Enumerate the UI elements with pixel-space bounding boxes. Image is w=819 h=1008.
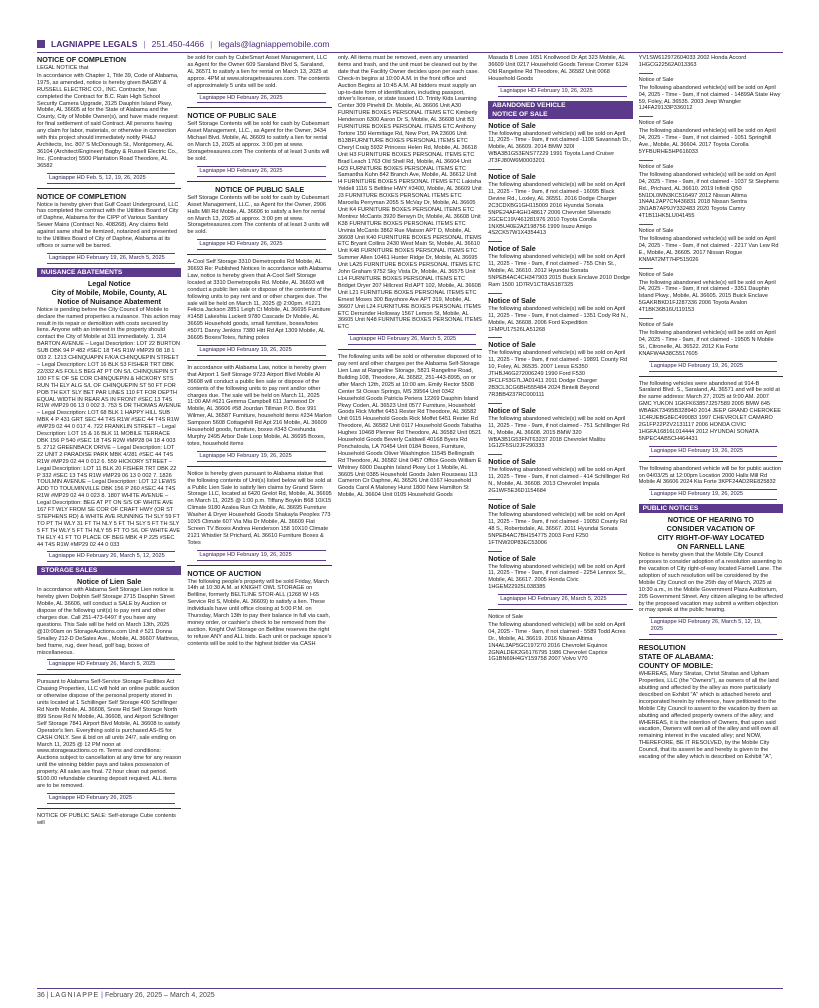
- header-separator: |: [143, 39, 146, 49]
- notice-title: STATE OF ALABAMA:: [638, 652, 714, 662]
- publication-line: Lagniappe HD February 26, 2025: [197, 239, 325, 250]
- nuisance-notice: [37, 280, 181, 563]
- notice-title: Notice of Sale: [488, 457, 536, 467]
- vehicle-sale-notice: [488, 122, 632, 166]
- divider: [488, 499, 502, 500]
- header-email[interactable]: legals@lagniappemobile.com: [218, 39, 330, 49]
- page-header: [37, 37, 783, 51]
- header-phone: 251.450-4466: [151, 39, 205, 49]
- header-square-icon: [37, 40, 45, 48]
- vehicle-sale-notice: [639, 164, 783, 220]
- notice-title: Notice of Sale: [638, 120, 674, 127]
- notice-title: Notice of Sale: [638, 228, 674, 235]
- notice-body: The following abandoned vehicle(s) will be sold on April 11, 2025 - Time - 9am, if not claimed - 414 Schillinger Rd N., Mobile, AL 36608. 2013 Chevrolet Impala 2G1WF5E36D1154684: [488, 467, 629, 495]
- divider: [187, 107, 331, 108]
- divider: [37, 674, 181, 675]
- footer-dates: February 26, 2025 – March 4, 2025: [104, 992, 215, 999]
- publication-line: Lagniappe HD February 26, March 5, 2025: [348, 334, 476, 345]
- airport-storage-notice: [187, 365, 331, 462]
- knight-owl-auction-continued: [338, 55, 482, 345]
- divider: [639, 461, 783, 462]
- divider: [488, 169, 502, 170]
- notice-body: Self Storage Contents will be sold for cash by Cubesmart Asset Management, LLC., as Agent for the Owner, 2906 Halls Mill Rd Mobile, AL 36606 to satisfy a lien for rental on March 13, 2025 at approx. 3:00 pm at www. Storagetreasures.com The contents of at least 3 units will be sold.: [187, 194, 330, 236]
- divider: [488, 241, 502, 242]
- notice-title: COUNTY OF MOBILE:: [638, 661, 714, 671]
- divider: [639, 318, 653, 319]
- section-header-storage: STORAGE SALES: [37, 566, 181, 575]
- section-header-line: ABANDONED VEHICLE: [492, 101, 566, 109]
- publication-line: Lagniappe HD February 19, 26, March 5, 2025: [47, 253, 175, 264]
- divider: [639, 224, 653, 225]
- notice-title: Notice of Sale: [488, 405, 536, 415]
- vehicle-sale-notice: [488, 555, 632, 606]
- notice-title: Notice of Sale: [638, 271, 674, 278]
- vehicle-sale-notice: [488, 407, 632, 451]
- notice-body: only. All items must be removed, even any unwanted items and trash, and the unit must be cleaned out by the date that the Facility Owner decides upon per each case. Check-in begins at 10:00 A.M. in the front office and Auction Begins at 10:45 A.M. All bidders must supply an up-to-date form of identification, including passport, driver's license, or state issued I.D. Trinity Kids Learning Center 309 Pinehill Dr. Mobile, AL 36606 Unit A30 FURNITURE BOXES PERSONAL ITEMS ETC Kimberly Henderson 6300 Aaron Dr S, Mobile, AL 36608 Unit B3 FURNITURE BOXES PERSONAL ITEMS ETC Anthony Tortore 150 Hermitage Rd, New Port, PA 23606 Unit B13BFURNITURE BOXES PERSONAL ITEMS ETC Cheryl Craig 5932 Princess Helen Rd, Mobile, AL 36618 Unit H3 FURNITURE BOXES PERSONAL ITEMS ETC Brad Leach 1763 Old Shell Rd, Mobile, AL 36604 Unit H23 FURNITURE BOXES PERSONAL ITEMS ETC Samantha Kuhn 842 Branch Ave, Mobile, AL 36612 Unit I4 FURNITURE BOXES PERSONAL ITEMS ETC Lakisha Yeldell 1116 S Beltline HWY #3400, Mobile, AL 36609 Unit J3 FURNITURE BOXES PERSONAL ITEMS ETC Marcella Perryman 2055 S McVay Dr, Mobile, AL 36605 Unit K4 FURNITURE BOXES PERSONAL ITEMS ETC Montrez McCants 3920 Berwyn Dr, Mobile, AL 36608 Unit K38 FURNITURE BOXES PERSONAL ITEMS ETC Urvinia McCants 3862 Rue Maison APT D, Mobile, AL 36608 Unit K40 FURNITURE BOXES PERSONAL ITEMS ETC Bryant Collins 2430 West Main St, Mobile, AL 36610 Unit K48 FURNITURE BOXES PERSONAL ITEMS ETC Summer Allen 10461 Hunter Ridge Dr, Mobile, AL 36695 Unit LA25 FURNITURE BOXES PERSONAL ITEMS ETC John Graham 9752 Sky Vista Dr, Mobile, AL 36575 Unit L14 FURNITURE BOXES PERSONAL ITEMS ETC Bridget Dryer 207 Hillcrest Rd APT 102, Mobile, AL 36608 Unit L21 FURNITURE BOXES PERSONAL ITEMS ETC Ernest Moses 300 Bayshore Ave APT 319, Mobile, AL 36607 Unit L24 FURNITURE BOXES PERSONAL ITEMS ETC Derrunder Holloway 1567 Lemon St, Mobile, AL 36605 Unit N48 FURNITURE BOXES PERSONAL ITEMS ETC: [337, 55, 482, 331]
- publication-line: Lagniappe HD February 19, 26, 2025: [649, 446, 777, 457]
- notice-body: The following abandoned vehicle(s) will be sold on April 11, 2025 - Time - 9am, if not claimed - 755 Chin St., Mobile, AL 36610. 2012 Hyundai Sonata 5NPEB4AC4CH347903 2015 Buick Enclave 2010 Dodge Ram 1500 1D7RV1CT8AS187325: [488, 254, 631, 288]
- notice-title: Notice of Lien Sale: [77, 577, 142, 587]
- section-header-public-notices: PUBLIC NOTICES: [639, 504, 783, 513]
- resolution-notice: [639, 644, 783, 761]
- publication-line: Lagniappe HD February 19, 26, 2025: [197, 345, 325, 356]
- notice-title: Notice of Sale: [488, 553, 536, 563]
- notice-title: NOTICE OF PUBLIC SALE: [215, 184, 305, 194]
- halls-mill-vehicle-notice: [639, 466, 783, 501]
- page-number: 36: [37, 992, 45, 999]
- publication-line: Lagniappe HD February 19, 26, 2025: [498, 86, 626, 97]
- header-separator: |: [210, 39, 213, 49]
- notice-body: The following abandoned vehicle(s) will be sold on April 11, 2025 - Time - 9am, if not claimed - 751 Schillinger Rd N., Mobile, AL 36608. 2015 BMW 320 WBA3B1G53FNT63237 2018 Chevrolet Malibu 1G1ZF5SU2JF290333: [488, 415, 629, 450]
- divider: [488, 551, 502, 552]
- notice-body: Masada B Lowe 1651 Knollwood Dr Apt 323 Mobile, AL 36609 Unit 0217 Household Goods Terese Cromer 6124 Old Rangeline Rd Theodore, AL 36582 Unit 0068 Household Goods: [488, 55, 629, 82]
- notice-title: Notice of Sale: [488, 244, 536, 254]
- notice-title: Notice of Sale: [488, 172, 536, 182]
- notice-title: Notice of Sale: [488, 614, 524, 621]
- notice-body: The following abandoned vehicle(s) will be sold on April 11, 2025 - Time - 9am, if not claimed - 16095 Black Devine Rd., Loxley, AL 36551. 2016 Dodge Charger 2C3CDXBG1GH115009 2016 Hyundai Sonata 5NPE24AF4GH148617 2006 Chevrolet Silverado 2GCEC19V461281976 2010 Toyota Corolla 1NXBU40E2AZ198756 1999 Isuzu Amigo 4S2CK57W1X4354413: [488, 182, 626, 237]
- notice-title: Notice of Sale: [488, 501, 536, 511]
- notice-completion-2: [37, 193, 181, 264]
- knight-owl-auction-notice: [187, 570, 331, 648]
- section-header-nuisance: NUISANCE ABATEMENTS: [37, 268, 181, 277]
- publication-line: Lagniappe HD February 19, 26, 2025: [197, 451, 325, 462]
- publication-line: Lagniappe HD February 26, March 5, 12, 2025: [47, 551, 175, 562]
- vehicle-sale-notice: [488, 173, 632, 237]
- column-5: [639, 55, 783, 985]
- notice-body: WHEREAS, Mary Stratas, Christ Stratas and Upham Properties, LLC (the "Owners"), as owners of all the land abutting and affected by the alley as more particularly described on Exhibit "A" which is attached hereto and incorporated herein by reference, have petitioned to the Mobile City Council to assent to the vacation by them as abutting and affected property owners of the alley; and WHEREAS, it is the intention of Owners, that upon said vacation, Owners will own all of the alley and will own all remaining interest in the vacated alley; and NOW, THEREFORE, BE IT RESOLVED, by the Mobile City Council, that its assent be and hereby is given to the vacating of the alley which is described on Exhibit "A",: [638, 671, 779, 761]
- divider: [187, 181, 331, 182]
- notice-body: In accordance with Alabama Self Storage Lien notice is hereby given Dolphin Self Storage 2715 Dauphin Street Mobile, AL 36606, will conduct a SALE by Auction or dispose of the following unit(s) to pay rent and other charges due. Call 251-473-6497 if you have any questions. This Sale will be held on March 13th, 2025 @10:00am on StorageAuctions.com Unit # 521 Donna Smalley 212-D DeSales Ave., Mobile, AL 36607 Mattress, bed frame, rug, deer head, golf bag, boxes of miscellaneous.: [37, 587, 180, 656]
- notice-body: The following people's property will be sold Friday, March 14th at 10:30 A.M. at KNIGHT OWL STORAGE on Beltline, formerly BELTLINE STOR-ALL (1268 W I-65 Service Rd S, Mobile, AL 36609) to satisfy a lien. These individuals have until office closing at 5:00 P.M. on Thursday, March 13th to pay their balance in full via cash, money order, or cashier's check to be removed from the auction. Knight Owl Storage on Beltline reserves the right to refuse ANY and ALL bids. Each unit or package space's contents will be sold to the highest bidder via CASH: [187, 578, 332, 647]
- divider: [639, 160, 653, 161]
- vehicle-sale-notice: [488, 245, 632, 289]
- divider: [639, 639, 783, 640]
- notice-body: Notice is hereby given pursuant to Alabama statue that the following contents of Unit(s) listed below will be sold at a Public Lien Sale to satisfy lien claims by Grand Stem Storage LLC, located at 6420 Grelot Rd, Mobile, AL 36695 on March 11, 2025 @ 1:00 p.m. Tiffany Boykin B68 10X15 Climate 9180 Azalea Run Ct Mobile, AL 36695 Furniture Washer & Dryer Household Goods Shakayla Peoples 773 10X5 Climate 607 Via Mia Dr Mobile, AL 36609 Flat Screen TV Boxes Andrea Henderson 158 10X10 Climate 2121 Whistler St Prichard, AL 36610 Furniture Boxes & Totes: [187, 470, 332, 546]
- notice-title: ON FARNELL LANE: [677, 542, 745, 552]
- notice-title: Notice of Sale: [488, 295, 536, 305]
- vehicle-sale-notice: [488, 614, 632, 663]
- column-3: [338, 55, 482, 985]
- notice-body: The following abandoned vehicle(s) will be sold on April 04, 2025 - Time - 9am, if not claimed - 2217 Van Lew Rd E., Mobile, AL 36605. 2017 Nissan Rogue KNMAT2MT7HP515026: [638, 236, 779, 263]
- notice-title: NOTICE OF COMPLETION: [37, 55, 127, 64]
- publication-line: Lagniappe HD February 26, 2025: [197, 166, 325, 177]
- notice-completion-1: [37, 56, 181, 184]
- section-header-abandoned-vehicle: [488, 101, 632, 119]
- vehicle-sale-notice: [488, 503, 632, 547]
- publication-line: Lagniappe HD February 19, 26, 2025: [649, 361, 777, 372]
- notice-title: Notice of Sale: [638, 322, 674, 329]
- notice-title: Legal Notice: [87, 278, 131, 288]
- saraland-vehicle-notice: [639, 381, 783, 457]
- divider: [488, 403, 502, 404]
- publication-line: Lagniappe HD February 26, March 5, 2025: [498, 594, 626, 605]
- notice-body: The following abandoned vehicle(s) will be sold on April 11, 2025 - Time - 9am, if not claimed - 2254 Lennox St., Mobile, AL 36617. 2005 Honda Civic 1HGEM22925L038385: [488, 563, 626, 591]
- notice-title: NOTICE OF HEARING TO: [667, 515, 754, 525]
- divider: [639, 376, 783, 377]
- acool-storage-notice: [187, 259, 331, 356]
- grand-stem-storage-notice: [187, 471, 331, 561]
- divider: [37, 808, 181, 809]
- online-auction-notice: [37, 679, 181, 803]
- notice-body: The following vehicles were abandoned at 914-B Saraland Blvd. S., Saraland, AL 36571 and will be sold at the same address: March 27, 2025 at 9:00 AM. 2007 GMC YUKON 1GKFK63857J257589 2005 BMW 645 WBAEK73495B328940 2014 JEEP GRAND CHEROKEE 1C4RJEBG8EC499083 1997 CHEVROLET CAMARO 2G1FP22P2V2131117 2006 HONDA CIVIC 1HGFA16816L014444 2012 HYUNDAI SONATA 5NPEC4AB5CH464431: [638, 380, 781, 442]
- notice-body: be sold for cash by CubeSmart Asset Management, LLC as Agent for the Owner 609 Saraland Blvd S, Saraland, AL 36571 to satisfy a lien for rental on March 13, 2025 at approx. 4PM at www.storagetreasures.com. The contents of approximately 5 units will be sold.: [187, 55, 330, 89]
- section-header-line: NOTICE OF SALE: [492, 110, 548, 118]
- publication-line: Lagniappe HD February 19, 26, 2025: [649, 489, 777, 500]
- divider: [338, 349, 482, 350]
- notice-body: The following abandoned vehicle(s) will be sold on April 04, 2025 - Time - 9am, if not claimed - 1037 St Stephens Rd., Prichard, AL 36610. 2019 Infiniti Q50 5N1DL0MN3KC516497 2012 Nissan Altima 1N4AL2AP7CN436831 2018 Nissan Sentra 3N1AB7AP9JY332483 2020 Toyota Camry 4T1B11HK5LU041455: [638, 171, 779, 220]
- publication-line: Lagniappe HD February 26, 2025: [197, 93, 325, 104]
- divider: [488, 293, 502, 294]
- vehicle-sale-notice: [639, 272, 783, 314]
- notice-body: In accordance with Alabama Law, notice is hereby given that Airport 1 Self Storage 9723 Airport Blvd Mobile Al 36608 will conduct a public lien sale or dispose of the contents of the following units to pay rent and/or other charges due. The sale will be held on March 11, 2025 11:00 AM #621 Gemma Campbell 611 Jamwood Dr Mobile, AL 36606 #58 Jourdan Tillman P.O. Box 991 Wilmer, AL 36587 Furniture, household items #234 Marlon Sampson 5608 Cottagehill Rd Apt 216 Mobile, AL 36609 Household goods, furniture, boxes #343 Creshunda Murphy 2495 Arbor Dale Loop Mobile, AL 36695 Boxes, totes, household items: [187, 364, 332, 447]
- vacation-hearing-notice: [639, 516, 783, 635]
- notice-body: Notice is hereby given that Gulf Coast Underground, LLC has completed the contract with the Utilities Board of City of Daphne, Alabama for the CIPP of Various Sanitary Sewer Mains (Contract No. 408268). Any claims field against same shall be itemized, notarized and presented to the Utilities Board of City of Daphne, Alabama at its offices or same will be barred.: [37, 201, 179, 249]
- public-sale-notice-1: [187, 112, 331, 176]
- public-sale-continued: [187, 55, 331, 103]
- divider: [37, 188, 181, 189]
- divider: [187, 565, 331, 566]
- notice-body: The following abandoned vehicle(s) will be sold on April 04, 2025 - Time - 9am, if not claimed - 3351 Dauphin Island Pkwy., Mobile, AL 36605. 2015 Buick Enclave 5GAKRBKD1FJ287336 2006 Toyota Avalon 4T1BK36B16U119153: [638, 279, 776, 314]
- vehicle-sale-continued: [639, 55, 783, 69]
- page-footer: [37, 992, 783, 1002]
- vehicle-sale-notice: [639, 120, 783, 156]
- divider: [639, 268, 653, 269]
- footer-rule: [37, 988, 783, 989]
- notice-body: The following abandoned vehicle will be for public auction on 04/03/25 at 12:00pm Location 2000 Halls Mill Rd Mobile Al 36606 2024 Kia Forte 3KPF24AD2RE825832: [638, 465, 782, 486]
- vehicle-sale-notice: [488, 297, 632, 334]
- notice-body: The following abandoned vehicle(s) will be sold on April 11, 2025 - Time - 9am, if not claimed - 1351 Cody Rd N., Mobile, AL 36608. 2006 Ford Expedition 1FMPU17526LA51268: [488, 305, 629, 333]
- notice-body: The following abandoned vehicle(s) will be sold on April 11, 2025 - Time - 9am, if not claimed -1108 Savannah Dr., Mobile, AL 36609. 2014 BMW 320I WBA3B1G53ENS77229 1991 Toyota Land Cruiser JT3FJ80W6M0003201: [488, 130, 632, 165]
- divider: [639, 116, 653, 117]
- header-rule: [37, 52, 783, 53]
- notice-body: Notice is hereby given that the Mobile City Council proposes to consider adoption of a resolution assenting to the vacation of City right-of-way located Farnell Lane. The adoption of such resolution will be considered by the Mobile City Council on the 25th day of March, 2025 at 10:30 a.m., in the Mobile Government Plaza Auditorium, 205 Government Street. Any citizen alleging to be affected by the proposed vacation may submit a written objection or may speak at the public hearing.: [638, 552, 783, 614]
- notice-title: Notice of Sale: [638, 76, 674, 83]
- notice-body: The following abandoned vehicle(s) will be sold on April 04, 2025 - Time - 9am, if not claimed - 14899A State Hwy 59, Foley, AL 36535. 2003 Jeep Wrangler 1J4FA29133P336012: [638, 84, 781, 112]
- notice-body: The following abandoned vehicle(s) will be sold on April 11, 2025 - Time - 9am, if not claimed - 19050 County Rd 48 S., Robertsdale, AL 36567. 2011 Hyundai Sonata 5NPEB4AC7BH154775 2003 Ford F250 1FTNW20P83EC53006: [488, 511, 628, 546]
- notice-body: Notice is pending before the City Council of Mobile to declare the named properties a nuisance. This action may result in its repair or demolition with costs secured by liens. Anyone with an interest in the property should contact the City of Mobile at 311 immediately. 1. 314 BARTON AVENUE – Legal Description: LOT 22 BURTON SUB DBK 94 P 482 #SEC 18 T4S R1W #MP29 08 18 1 003 2. 1213 CHINQUAPIN F/K/A CHINQUEPIN STREET – Legal Description: LOT 16 BLK 53 FISHER TRT DBK 22/332 AS FOLLS BEG AT PT ON S/L CHINQUEPIN ST 100 FT E OF SE COR CHINQUEPIN & HICKORY STS RUN TH ELY ALG S/L OF CHINQUEPIN ST 50 FT FOR POB TH EXT SLY BET PAR LINES 110 FT FOR DEPTH EQUAL WIDTH IN REAR AS IN FRONT #SEC 13 T4S R1W #MP29 06 13 0 002 3. 753 S DR THOMAS AVENUE – Legal Description: LOT 68 BLK 1 HAPPY HILL SUB MBK 4 P 431 GRT SEC 44 T4S R1W #SEC 44 T4S R1W #MP29 02 44 0 017 4. 722 FRANKLIN STREET – Legal Description: LOT 15 & 16 BLK 11 MOBILE TERRACE DBK 156 P 540 #SEC 18 T4S R2W #MP28 04 18 4 003 5. 2712 GREENBACK DRIVE – Legal Description: LOT 22 UNIT 2 PARADISE PARK MBK 4/281 #SEC 44 T4S R1W #MP29 02 44 0 012 6. 559 HICKORY STREET – Legal Description: LOT 11 BLK 20 FISHER TRT DBK 22 P 332 #SEC 13 T4S R1W #MP29 06 13 0 002 7. 1826 TOULMIN AVENUE – Legal Description: LOT 12 LEWIS ADD TO TOULMINVILLE DBK 156 P 260 #SEC 44 T4S R1W #MP29 02 44 0 023 8. 1807 WHITE AVENUE – Legal Description: BEG AT PT ON S/S OF WHITE AVE 167 FT WLY FROM SE COR OF CRAFT HWY (OR ST STEPHENS RD) & WHITE AVE RUNNING TH SLY 59 FT TO PT TH WLY 31 FT TH NLY 5 FT TH SLY 5 FT TH SLY 5 FT TH WLY 5 FT TH NLY 55 FT TO S/L OF WHITE AVE TH ELY 41 FT TO PLACE OF BEG MBK 4 P 225 #SEC 44 T4S R1W #MP29 02 44 0 033: [37, 306, 182, 548]
- header-section: LAGNIAPPE LEGALS: [51, 39, 138, 49]
- vehicle-sale-notice: [488, 341, 632, 398]
- column-2: [187, 55, 331, 985]
- notice-body: The following abandoned vehicle(s) will be sold on April 04, 2025 - Time - 9am, if not claimed - 1051 Springhill Ave., Mobile, AL 36604. 2017 Toyota Corolla 5YFBURHE5HP616033: [638, 128, 776, 155]
- notice-title: Notice of Sale: [488, 340, 536, 350]
- notice-title: Notice of Nuisance Abatement: [57, 296, 161, 306]
- notice-title: RESOLUTION: [638, 643, 686, 653]
- notice-body: YV1SW612972604033 2002 Honda Accord 1HGCG22562A013363: [638, 55, 747, 68]
- divider: [639, 73, 653, 74]
- notice-body: In accordance with Chapter 1, Title 39, Code of Alabama, 1975, as amended, notice is hereby given BAGBY & RUSSELL ELECTRIC CO., INC. Contractor, has completed the Contract for B.C. Rain High School Security Camera Upgrade, 3125 Dauphin Island Pkwy, Mobile, AL 36605 at for the State of Alabama and the County, City of Mobile Owner(s), and have made request for final settlement of said Contract. All persons having any claim for labor, materials, or otherwise in connection with this project should immediately notify PH&J Architects, Inc. 807 S McDonough St., Montgomery, AL 36104 (Architect/Engineer) Bagby & Russell Electric Co., Inc. (Contractor) 5500 Plantation Road Theodore, AL 36582: [37, 72, 179, 169]
- notice-body: The following abandoned vehicle(s) will be sold on April 04, 2025 - Time - 9am, if not claimed - 19505 N Mobile St., Citronelle, AL 36522. 2012 Kia Forte KNAFW4A38C5517605: [638, 330, 776, 357]
- lien-sale-notice: [37, 578, 181, 670]
- notice-subtitle: LEGAL NOTICE that: [37, 65, 89, 71]
- vehicle-sale-notice: [639, 77, 783, 113]
- notice-title: CONSIDER VACATION OF: [666, 524, 756, 534]
- rangeline-storage-notice: [338, 354, 482, 499]
- notice-title: NOTICE OF COMPLETION: [37, 191, 127, 201]
- notice-title: Notice of Sale: [638, 163, 674, 170]
- notice-body: A-Cool Self Storage 3310 Demetropolis Rd Mobile, AL 36693 Re: Published Notices In accordance with Alabama Law, notice is hereby given that A-Cool Self Storage located at 3310 Demetropolis Rd. Mobile, AL 36693 will conduct a public lien sale or dispose of the contents of the following units to pay rent and or other charges due. The sale will be held on March 11, 2025 @ 2:00pm. #1221 Felicia Jackson 2851 Leigh Ct Mobile, AL 36695 Furniture #1458 Lakeshia Luckett 9780 Cascade Dr Mobile, AL 36695 Household goods, small furniture, boxes/totes #5071 Danny Jenkins 7380 Hitt Rd Apt 1309 Mobile, AL 36695 Boxes/Totes, fishing poles: [187, 259, 332, 342]
- footer-separator: |: [46, 992, 49, 999]
- legal-columns: [37, 55, 783, 985]
- rangeline-storage-continued: [488, 55, 632, 97]
- vehicle-sale-notice: [488, 458, 632, 495]
- publication-line: Lagniappe HD February 26, 2025: [47, 793, 175, 804]
- publication-line: Lagniappe HD February 19, 26, 2025: [197, 550, 325, 561]
- notice-title: City of Mobile, Mobile, County, AL: [51, 287, 167, 297]
- notice-body: The following abandoned vehicle(s) will be sold on April 04, 2025 - Time - 9am, if not claimed - 5589 Todd Acres Dr., Mobile, AL 36619. 2016 Nissan Altima 1N4AL3AP5GC197270 2016 Chevrolet Equinox 2GNALDEK2G6176795 1986 Chevrolet Caprice 1G1BN69H4GY159758 2007 Volvo V70: [488, 621, 626, 663]
- notice-title: NOTICE OF AUCTION: [187, 568, 262, 578]
- column-1: [37, 55, 181, 985]
- publication-line: Lagniappe HD February 26, March 5, 12, 19, 2025: [649, 617, 777, 635]
- divider: [187, 360, 331, 361]
- footer-brand: LAGNIAPPE: [50, 992, 100, 999]
- column-4: [488, 55, 632, 985]
- publication-line: Lagniappe HD February 26, March 5, 2025: [47, 659, 175, 670]
- notice-title: Notice of Sale: [488, 120, 536, 130]
- public-sale-notice-2: [187, 186, 331, 250]
- notice-body: NOTICE OF PUBLIC SALE: Self-storage Cube contents will: [37, 812, 176, 826]
- divider: [187, 466, 331, 467]
- notice-title: CITY RIGHT-OF-WAY LOCATED: [657, 533, 765, 543]
- notice-body: The following units will be sold or otherwise disposed of to pay rent and other charges per the Alabama Self-Storage Lien Law at Rangeline Storage, 5821 Rangeline Road, Building 108, Theodore, AL 36582, 251-443-8995, on or after March 12th, 2025 at 10:00 am. Emily Rector 5508 Center St Ocean Springs, MS 39564 Unit 0342 Household Goods Patricia Periera 12269 Dauphin Island Pkwy Coden, AL 36523 Unit 0577 Furniture, Household Goods Rick Moffet 6451 Rester Rd Theodore, AL 36582 Unit 0115 Household Goods Rick Moffet 6451 Rester Rd Theodore, AL 36582 Unit 0117 Household Goods Tabatha Hughes 10468 Plenner Rd Theodore, AL 36582 Unit 0521 Household Goods Beverly Caldwell 40168 Byers Rd Ponchatoula, LA 70454 Unit 0184 Boxes, Furniture, Household Goods Oliver Washington 11545 Bellingrath Rd Theodore, AL 36582 Unit 0457 Office Goods William E Whitney 6900 Dauphin Island Pkwy Lot 1 Mobile, AL 36605 Unit 0385 Household Goods Jalen Rousseau 113 Cameron Cir Daphne, AL 36526 Unit 0167 Household Goods Carol A Maloney Hurst 1800 New Hamilton St Mobile, AL 36604 Unit 0105 Household Goods: [337, 354, 482, 499]
- vehicle-sale-notice: [639, 228, 783, 264]
- notice-body: The following abandoned vehicle(s) will be sold on April 11, 2025 - Time - 9am, if not claimed - 19891 County Rd 10, Foley, AL 36535. 2007 Lexus ES350 JTHBJ46G272006249 1990 Ford F530 3FCLF53G7LJA01411 2011 Dodge Charger 2B3CL3CG6BH555484 2024 Bintelli Beyond 7R3BB4237RC000111: [488, 350, 628, 398]
- divider: [488, 454, 502, 455]
- divider: [187, 254, 331, 255]
- notice-body: Pursuant to Alabama Self-Service Storage Facilities Act Chasing Properties, LLC will hold an online public auction or otherwise dispose of the personal property stored in units located at 1 Schillinger Self Storage 400 Schillinger Rd North Mobile, AL 36608, Snow Rd Self Storage North 899 Snow Rd N Mobile, AL 36608, and Airport Schillinger Self Storage 7841 Airport Blvd Mobile, AL 36608 to satisfy Operator's lien. Everything sold is purchased AS-IS for CASH ONLY. See & bid on all units 24/7, sale ending on March 11, 2025 @ 12 PM noon at www.storageauctions.co m. Terms and conditions: Auctions subject to cancellation at any time for any reason until the winning bidder pays and takes possession of property. All sales are final. 72 hour clean out period. $100.00 refundable cleaning deposit required. ALL items are to be removed.: [37, 679, 182, 789]
- vehicle-sale-notice: [639, 322, 783, 371]
- divider: [488, 337, 502, 338]
- divider: [488, 609, 632, 610]
- footer-separator: |: [101, 992, 103, 999]
- notice-body: Self Storage Contents will be sold for cash by Cubesmart Asset Management, LLC., as Agent for the Owner, 3434 Michael Blvd. Mobile, AL 36609 to satisfy a lien for rental on March 13, 2025 at approx. 3:00 pm at www. Storagetreasures.com The contents of at least 3 units will be sold.: [187, 121, 330, 162]
- publication-line: Lagniappe HD Feb. 5, 12, 19, 26, 2025: [47, 173, 175, 184]
- notice-title: NOTICE OF PUBLIC SALE: [187, 111, 277, 121]
